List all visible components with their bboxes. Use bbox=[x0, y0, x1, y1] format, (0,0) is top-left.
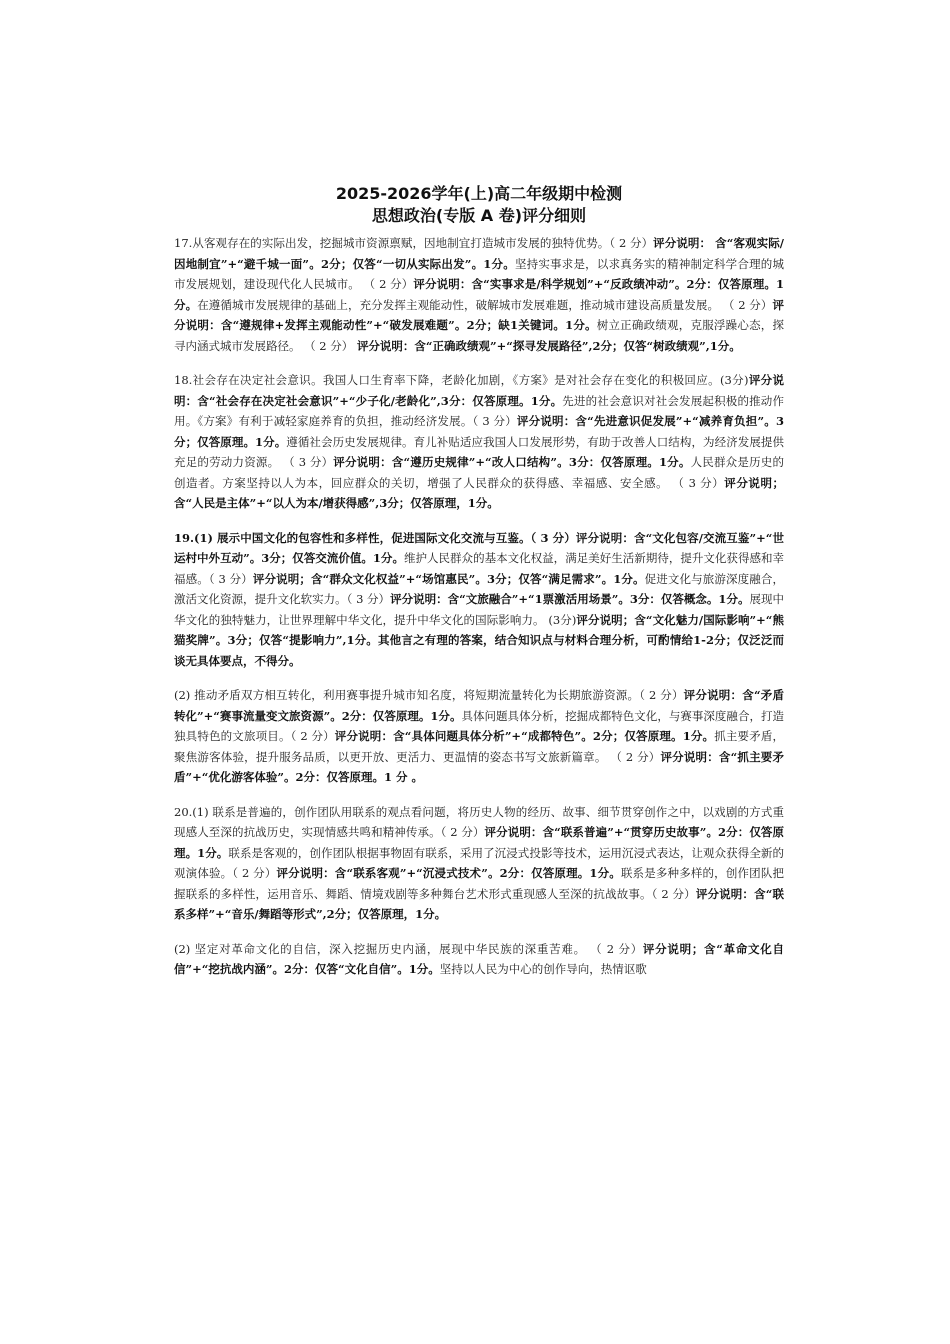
scoring-note: 评分说明；含“革命文化自信”+“挖抗战内涵”。2分：仅答“文化自信”。1分。 bbox=[174, 941, 784, 976]
scoring-note: 评分说明：含“文旅融合”+“1票激活用场景”。3分：仅答概念。1分。 bbox=[390, 592, 750, 606]
scoring-note: 评分说明：含“具体问题具体分析”+“成都特色”。2分；仅答原理。1分。 bbox=[334, 729, 715, 743]
scoring-note: 评分说明：含“先进意识促发展”+“减养育负担”。3分；仅答原理。1分。 bbox=[174, 414, 784, 449]
answer-19-1 bbox=[174, 528, 784, 672]
answer-point: 树立正确政绩观，克服浮躁心态，探寻内涵式城市发展路径。 （ 2 分） bbox=[174, 318, 784, 353]
answer-point: 先进的社会意识对社会发展起积极的推动作用。《方案》有利于减轻家庭养育的负担，推动经济发展。（ 3 分） bbox=[174, 393, 784, 428]
answer-point: 促进文化与旅游深度融合，激活文化资源，提升文化软实力。（ 3 分） bbox=[174, 571, 785, 606]
scoring-note: 评分说明： 含“客观实际/因地制宜”+“避千城一面”。2分；仅答“一切从实际出发”。1分。 bbox=[174, 236, 784, 271]
doc-title-line2: 思想政治(专版 A 卷)评分细则 bbox=[371, 206, 587, 225]
answer-point: 18.社会存在决定社会意识。我国人口生育率下降，老龄化加剧，《方案》是对社会存在变化的积极回应。(3分) bbox=[174, 373, 749, 387]
answer-point: 维护人民群众的基本文化权益，满足美好生活新期待，提升文化获得感和幸福感。（ 3 分） bbox=[174, 551, 784, 586]
doc-title-line1: 2025-2026学年(上)高二年级期中检测 bbox=[335, 184, 623, 203]
scoring-note: 评分说明：含“联系多样”+“音乐/舞蹈等形式”,2分；仅答原理，1分。 bbox=[174, 886, 784, 921]
document-page bbox=[174, 183, 784, 990]
scoring-note: 评分说明：含“实事求是/科学规划”+“反政绩冲动”。2分：仅答原理。1分。 bbox=[174, 277, 785, 312]
answer-point: 具体问题具体分析，挖掘成都特色文化，与赛事深度融合，打造独具特色的文旅项目。（ 2 分） bbox=[174, 708, 785, 743]
answer-point: 坚持以人民为中心的创作导向，热情讴歌 bbox=[439, 962, 647, 976]
answer-point: 20.(1) 联系是普遍的，创作团队用联系的观点看问题，将历史人物的经历、故事、细节贯穿创作之中，以戏剧的方式重现感人至深的抗战历史，实现情感共鸣和精神传承。（ 2 分） bbox=[174, 804, 784, 839]
answer-17 bbox=[174, 233, 784, 356]
answer-point: 联系是多种多样的，创作团队把握联系的多样性，运用音乐、舞蹈、情境戏剧等多种舞台艺术形式重现感人至深的抗战故事。（ 2 分） bbox=[174, 866, 784, 901]
scoring-note: 评分说明：含“遵规律+发挥主观能动性”+“破发展难题”。2分；缺1关键词。1分。 bbox=[174, 297, 785, 332]
answer-20-1 bbox=[174, 802, 784, 925]
scoring-note: 评分说明；含“文化魅力/国际影响”+“熊猫奖牌”。3分；仅答“提影响力”,1分。 bbox=[174, 612, 784, 647]
answer-point: (2) 推动矛盾双方相互转化，利用赛事提升城市知名度，将短期流量转化为长期旅游资源。（ 2 分） bbox=[174, 688, 684, 702]
general-note: 其他言之有理的答案，结合知识点与材料合理分析，可酌情给1-2分；仅泛泛而谈无具体要点，不得分。 bbox=[174, 633, 784, 668]
answer-point: 17.从客观存在的实际出发，挖掘城市资源禀赋，因地制宜打造城市发展的独特优势。（ 2 分） bbox=[174, 236, 654, 250]
answer-point: 遵循社会历史发展规律。育儿补贴适应我国人口发展形势，有助于改善人口结构，为经济发展提供充足的劳动力资源。 （ 3 分） bbox=[174, 434, 784, 469]
answer-20-2 bbox=[174, 939, 784, 980]
answer-19-2 bbox=[174, 685, 784, 788]
scoring-note: 评分说明：含“联系普遍”+“贯穿历史故事”。2分：仅答原理。1分。 bbox=[174, 825, 785, 860]
scoring-note: 评分说明：含“联系客观”+“沉浸式技术”。2分：仅答原理。1分。 bbox=[276, 866, 621, 880]
answer-point: 人民群众是历史的创造者。方案坚持以人为本，回应群众的关切，增强了人民群众的获得感、幸福感、安全感。 （ 3 分） bbox=[174, 455, 784, 490]
scoring-note: 评分说明：含“文化包容/交流互鉴”+“世运村中外互动”。3分；仅答交流价值。1分。 bbox=[174, 530, 784, 565]
scoring-note: 评分说明：含“遵历史规律”+“改人口结构”。3分：仅答原理。1分。 bbox=[333, 455, 691, 469]
answer-point: (2) 坚定对革命文化的自信，深入挖掘历史内涵，展现中华民族的深重苦难。 （ 2 分） bbox=[174, 941, 643, 956]
scoring-note: 评分说明：含“矛盾转化”+“赛事流量变文旅资源”。2分：仅答原理。1分。 bbox=[174, 688, 784, 723]
answer-18 bbox=[174, 370, 784, 514]
scoring-note: 评分说明；含“人民是主体”+“以人为本/增获得感”,3分；仅答原理，1分。 bbox=[174, 475, 785, 510]
answer-point: 19.(1) 展示中国文化的包容性和多样性，促进国际文化交流与互鉴。（ 3 分） bbox=[174, 530, 576, 545]
answer-point: 坚持实事求是，以求真务实的精神制定科学合理的城市发展规划，建设现代化人民城市。 （ 2 分） bbox=[174, 256, 784, 291]
answer-point: 联系是客观的，创作团队根据事物固有联系，采用了沉浸式投影等技术，运用沉浸式表达，让观众获得全新的观演体验。（ 2 分） bbox=[174, 845, 784, 880]
scoring-note: 评分说明；含“群众文化权益”+“场馆惠民”。3分；仅答“满足需求”。1分。 bbox=[252, 571, 645, 586]
answer-point: 展现中华文化的独特魅力，让世界理解中华文化，提升中华文化的国际影响力。 (3分) bbox=[174, 592, 784, 627]
scoring-note: 评分说明：含“抓主要矛盾”+“优化游客体验”。2分：仅答原理。1 分 。 bbox=[174, 749, 784, 784]
scoring-note: 评分说明：含“正确政绩观”+“探寻发展路径”,2分；仅答“树政绩观”,1分。 bbox=[356, 338, 741, 353]
scoring-note: 评分说明：含“社会存在决定社会意识”+“少子化/老龄化”,3分：仅答原理。1分。 bbox=[174, 373, 785, 408]
answer-point: 在遵循城市发展规律的基础上，充分发挥主观能动性，破解城市发展难题，推动城市建设高质量发展。 （ 2 分） bbox=[197, 297, 773, 312]
answer-point: 抓主要矛盾，聚焦游客体验，提升服务品质，以更开放、更活力、更温情的姿态书写文旅新篇章。 （ 2 分） bbox=[174, 729, 784, 764]
